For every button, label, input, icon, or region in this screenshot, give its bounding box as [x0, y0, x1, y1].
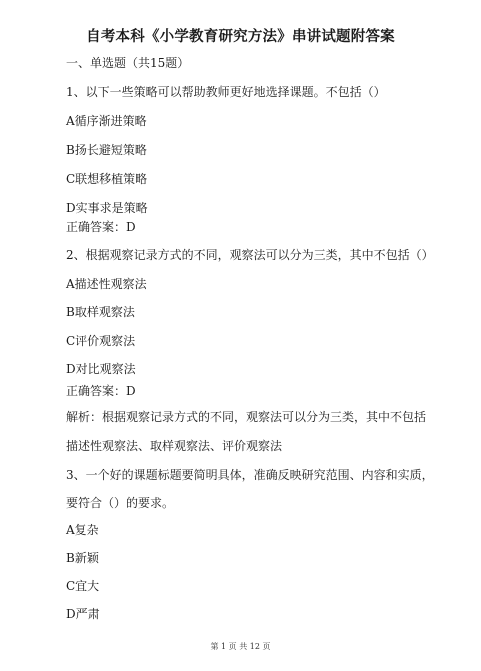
question-1-option-c: C联想移植策略 [66, 172, 148, 186]
question-3-option-b: B新颖 [66, 551, 99, 565]
question-1-option-d: D实事求是策略 [66, 201, 148, 215]
question-3-option-c: C宜大 [66, 579, 100, 593]
question-3-option-d: D严肃 [66, 607, 100, 621]
document-title: 自考本科《小学教育研究方法》串讲试题附答案 [86, 28, 395, 45]
question-2-option-c: C评价观察法 [66, 334, 136, 348]
question-2-option-a: A描述性观察法 [66, 277, 147, 291]
question-1-stem: 1、以下一些策略可以帮助教师更好地选择课题。不包括（） [66, 85, 386, 99]
question-2-option-b: B取样观察法 [66, 305, 135, 319]
question-3-option-a: A复杂 [66, 523, 99, 537]
question-1-option-a: A循序渐进策略 [66, 114, 147, 128]
question-2-analysis-line-1: 解析：根据观察记录方式的不同，观察法可以分为三类，其中不包括 [66, 410, 427, 424]
question-2-option-d: D对比观察法 [66, 362, 136, 376]
question-3-stem-line-2: 要符合（）的要求。 [66, 496, 175, 510]
question-3-stem-line-1: 3、一个好的课题标题要简明具体，准确反映研究范围、内容和实质， [66, 468, 434, 482]
section-heading: 一、单选题（共15题） [66, 56, 190, 70]
question-2-analysis-line-2: 描述性观察法、取样观察法、评价观察法 [66, 439, 283, 453]
question-1-option-b: B扬长避短策略 [66, 143, 147, 157]
page-footer: 第 1 页 共 12 页 [210, 642, 271, 651]
question-2-answer: 正确答案：D [66, 384, 136, 398]
question-2-stem: 2、根据观察记录方式的不同，观察法可以分为三类，其中不包括（） [66, 248, 434, 262]
question-1-answer: 正确答案：D [66, 220, 136, 234]
